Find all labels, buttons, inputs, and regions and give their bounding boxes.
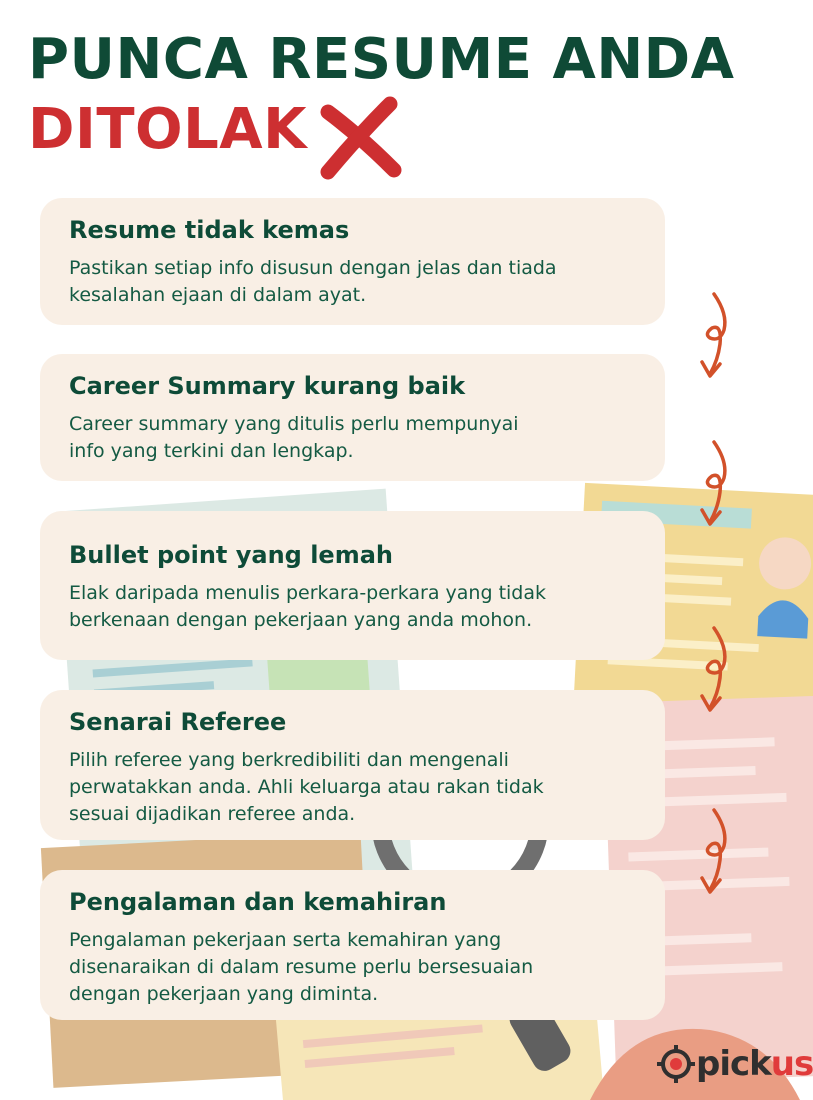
reason-heading: Pengalaman dan kemahiran: [69, 888, 447, 916]
reason-description: Pilih referee yang berkredibiliti dan mengenali perwatakkan anda. Ahli keluarga atau rakan tidak sesuai dijadikan referee anda.: [69, 749, 544, 826]
reason-description: Career summary yang ditulis perlu mempunyai info yang terkini dan lengkap.: [69, 413, 519, 463]
reason-description: Pengalaman pekerjaan serta kemahiran yang disenaraikan di dalam resume perlu bersesuaian dengan pekerjaan yang diminta.: [69, 929, 534, 1006]
curly-arrow-icon: [698, 290, 738, 382]
curly-arrow-icon: [698, 624, 738, 716]
pickus-wordmark: pickus: [696, 1044, 813, 1084]
title-line-2: DITOLAK: [28, 97, 308, 162]
curly-arrow-icon: [698, 438, 738, 530]
reason-card-3: [40, 511, 665, 660]
reason-description: Elak daripada menulis perkara-perkara yang tidak berkenaan dengan pekerjaan yang anda mohon.: [69, 582, 547, 632]
reason-card-1: [40, 198, 665, 325]
reason-heading: Bullet point yang lemah: [69, 541, 393, 569]
pickus-logo: [656, 1044, 813, 1084]
reason-heading: Senarai Referee: [69, 708, 287, 736]
reason-description: Pastikan setiap info disusun dengan jelas dan tiada kesalahan ejaan di dalam ayat.: [69, 257, 557, 307]
curly-arrow-icon: [698, 806, 738, 898]
title-line-1: PUNCA RESUME ANDA: [28, 27, 735, 92]
reason-card-4: [40, 690, 665, 840]
x-mark-icon: [318, 96, 402, 180]
reason-card-2: [40, 354, 665, 481]
pickus-logo-icon: [656, 1044, 696, 1084]
reason-heading: Resume tidak kemas: [69, 216, 350, 244]
reason-heading: Career Summary kurang baik: [69, 372, 466, 400]
reason-card-5: [40, 870, 665, 1020]
